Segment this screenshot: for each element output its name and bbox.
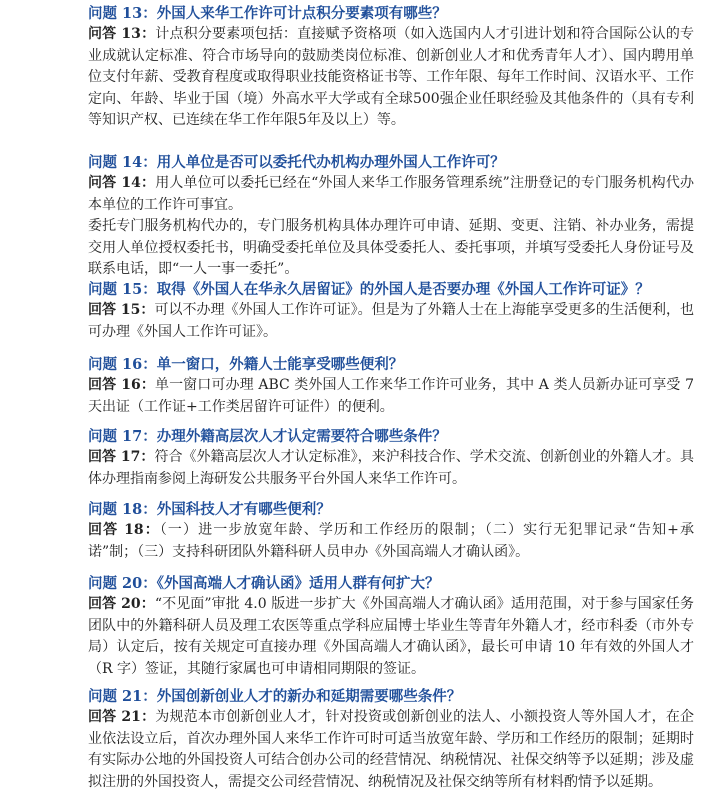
answer-body: （一）进一步放宽年龄、学历和工作经历的限制；（二）实行无犯罪记录“告知+承诺”制；（三）支持科研团队外籍科研人员申办《外国高端人才确认函》。	[88, 522, 695, 560]
question-heading: 问题 20：《外国高端人才确认函》适用人群有何扩大？	[88, 575, 440, 592]
qa-item-17	[88, 427, 694, 490]
answer-text	[88, 300, 694, 343]
question-heading: 问题 21：外国创新创业人才的新办和延期需要哪些条件？	[88, 688, 462, 705]
answer-extra-paragraph: 委托专门服务机构代办的，专门服务机构具体办理许可申请、延期、变更、注销、补办业务，需提交用人单位授权委托书，明确受委托单位及具体受委托人、委托事项，并填写受委托人身份证号及联系电话，即“一人一事一委托”。	[88, 218, 694, 278]
answer-body: 单一窗口可办理 ABC 类外国人工作来华工作许可业务，其中 A 类人员新办证可享受 7 天出证（工作证+工作类居留许可证件）的便利。	[88, 377, 695, 415]
answer-body: 为规范本市创新创业人才，针对投资或创新创业的法人、小额投资人等外国人才，在企业依法设立后，首次办理外国人来华工作许可时可适当放宽年龄、学历和工作经历的限制；延期时有实际办公地的外国投资人可结合创办公司的经营情况、纳税情况、社保交纳等予以延期；涉及虚拟注册的外国投资人，需提交公司经营情况、纳税情况及社保交纳等所有材料酌情予以延期。	[88, 709, 695, 790]
answer-text	[88, 707, 694, 793]
answer-label: 问答 13：	[88, 26, 156, 42]
answer-text	[88, 447, 694, 490]
answer-label: 回答 18：	[88, 522, 160, 538]
answer-body: 用人单位可以委托已经在“外国人来华工作服务管理系统”注册登记的专门服务机构代办本单位的工作许可事宜。	[88, 175, 695, 213]
answer-body: “不见面”审批 4.0 版进一步扩大《外国高端人才确认函》适用范围，对于参与国家任务团队中的外籍科研人员及理工农医等重点学科应届博士毕业生等青年外籍人才，经市科委（市外专局）认定后，按有关规定可直接办理《外国高端人才确认函》，最长可申请 10 年有效的外国人才（R 字）签证，其随行家属也可申请相同期限的签证。	[88, 596, 694, 677]
answer-label: 回答 20：	[88, 596, 155, 612]
qa-item-18	[88, 500, 694, 563]
answer-text	[88, 520, 694, 563]
qa-item-16	[88, 355, 694, 418]
qa-item-15	[88, 280, 694, 343]
answer-label: 回答 16：	[88, 377, 155, 393]
answer-text	[88, 375, 694, 418]
answer-text	[88, 173, 694, 216]
answer-text	[88, 24, 694, 132]
question-heading: 问题 14：用人单位是否可以委托代办机构办理外国人工作许可？	[88, 154, 505, 171]
answer-label: 回答 15：	[88, 302, 155, 318]
question-heading: 问题 13：外国人来华工作许可计点积分要素项有哪些？	[88, 5, 447, 22]
answer-body: 可以不办理《外国人工作许可证》。但是为了外籍人士在上海能享受更多的生活便利，也可办理《外国人工作许可证》。	[88, 302, 695, 340]
answer-label: 回答 17：	[88, 449, 155, 465]
question-heading: 问题 15：取得《外国人在华永久居留证》的外国人是否要办理《外国人工作许可证》？	[88, 281, 650, 298]
qa-item-14	[88, 153, 694, 281]
answer-text	[88, 594, 694, 680]
answer-body: 计点积分要素项包括：直接赋予资格项（如入选国内人才引进计划和符合国际公认的专业成就认定标准、符合市场导向的鼓励类岗位标准、创新创业人才和优秀青年人才）、国内聘用单位支付年薪、受教育程度或取得职业技能资格证书等、工作年限、每年工作时间、汉语水平、工作定向、年龄、毕业于国（境）外高水平大学或有全球500强企业任职经验及其他条件的（具有专利等知识产权、已连续在华工作年限5年及以上）等。	[88, 26, 695, 129]
qa-item-13	[88, 4, 694, 132]
question-heading: 问题 17：办理外籍高层次人才认定需要符合哪些条件？	[88, 428, 447, 445]
answer-body: 符合《外籍高层次人才认定标准》，来沪科技合作、学术交流、创新创业的外籍人才。具体办理指南参阅上海研发公共服务平台外国人来华工作许可。	[88, 449, 695, 487]
qa-item-21	[88, 687, 694, 793]
answer-label: 问答 14：	[88, 175, 156, 191]
qa-item-20	[88, 574, 694, 680]
question-heading: 问题 18：外国科技人才有哪些便利？	[88, 501, 331, 518]
question-heading: 问题 16：单一窗口，外籍人士能享受哪些便利？	[88, 356, 404, 373]
answer-label: 回答 21：	[88, 709, 156, 725]
